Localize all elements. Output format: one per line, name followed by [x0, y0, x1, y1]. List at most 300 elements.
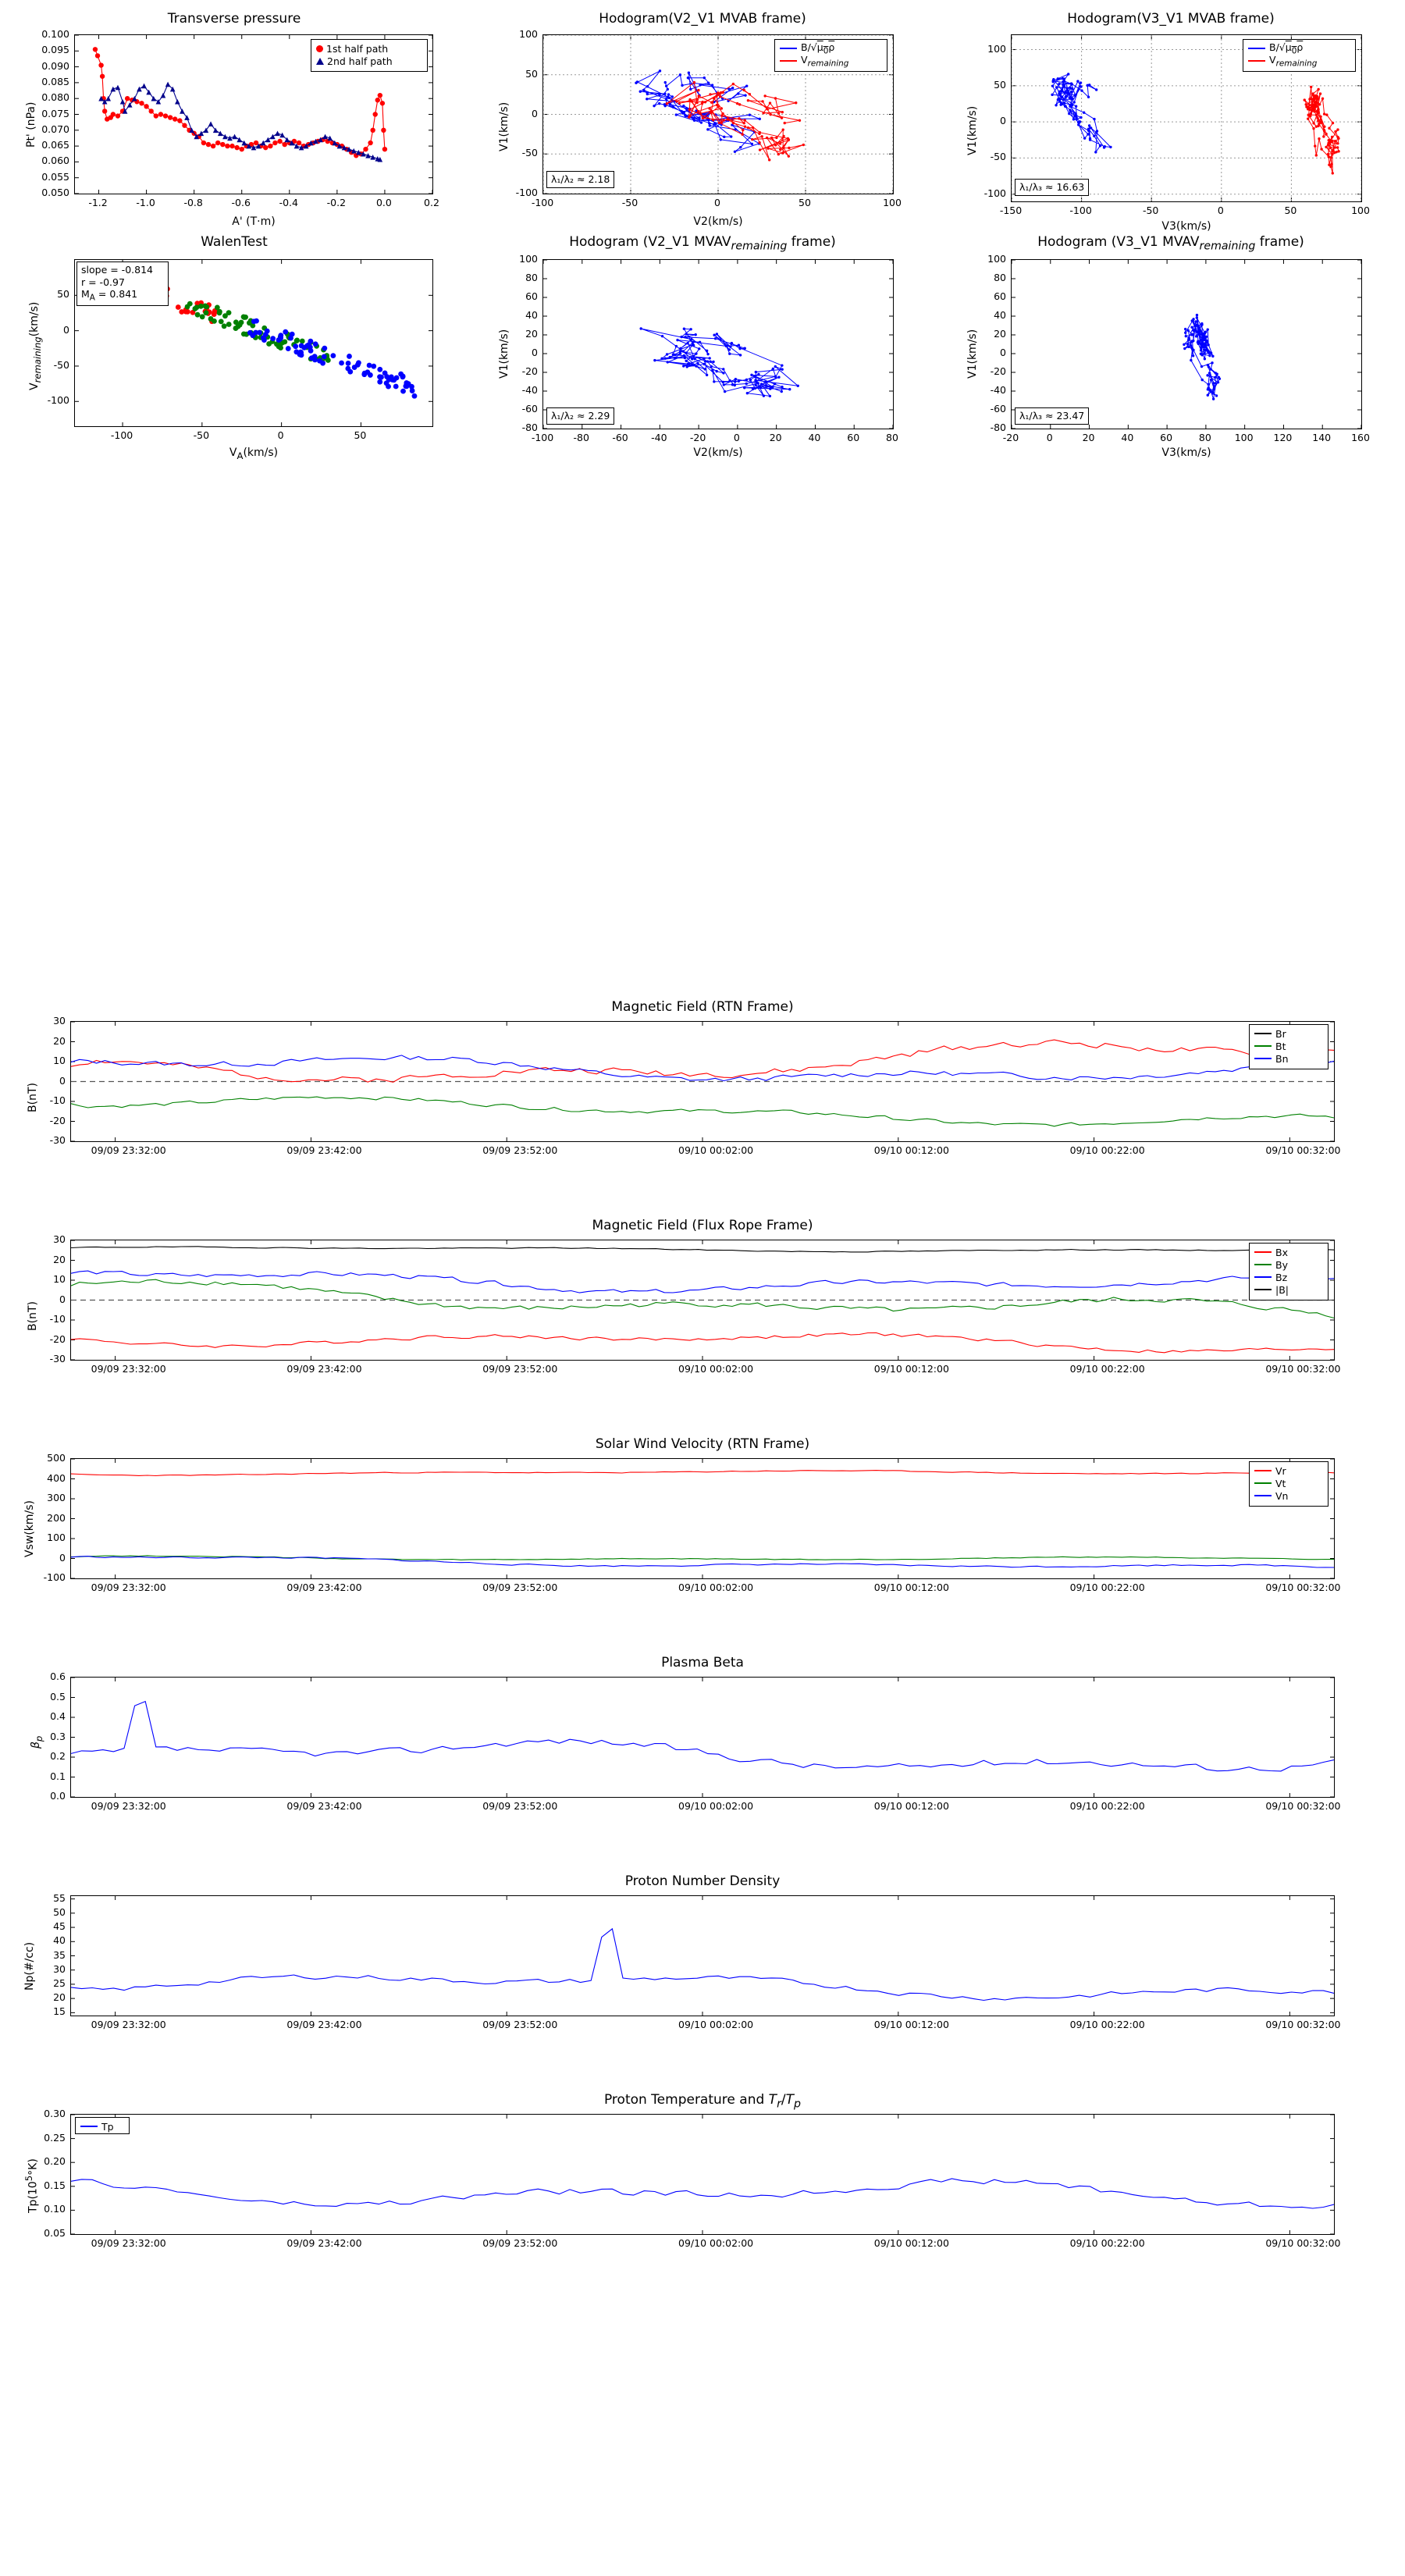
data-point-marker: [367, 363, 372, 368]
triangle-marker-icon: [316, 58, 324, 65]
data-series-line: [71, 1247, 1334, 1252]
data-point-marker: [709, 93, 711, 95]
data-point-marker: [1063, 101, 1065, 104]
y-tick-label: -50: [990, 151, 1006, 163]
panel-solar-wind-velocity: [0, 1436, 1405, 1624]
panel-title: Hodogram (V2_V1 $MVAV_{remaining}$ frame): [569, 234, 836, 253]
x-tick-label: 09/09 23:42:00: [286, 1582, 362, 1593]
line-swatch-icon: [1254, 1289, 1272, 1290]
data-point-marker: [761, 100, 763, 102]
data-point-marker: [1317, 110, 1319, 112]
data-point-marker: [100, 74, 105, 79]
data-point-marker: [716, 333, 718, 335]
data-point-marker: [297, 141, 301, 145]
data-point-marker: [712, 119, 714, 121]
data-point-marker: [669, 103, 671, 105]
x-tick-label: 09/09 23:42:00: [286, 1800, 362, 1812]
data-point-marker: [1207, 388, 1209, 390]
panel-hodogram-v3v1-mvab: [937, 11, 1405, 233]
x-tick-label: 09/10 00:12:00: [873, 1582, 949, 1593]
data-point-marker: [675, 113, 678, 116]
y-tick-label: -50: [53, 358, 69, 371]
data-point-marker: [382, 147, 387, 151]
data-point-marker: [370, 155, 375, 160]
data-point-marker: [672, 105, 674, 108]
data-point-marker: [639, 327, 642, 329]
x-tick-label: 20: [769, 432, 782, 443]
data-point-marker: [667, 361, 669, 363]
data-point-marker: [671, 95, 674, 98]
panel-title: Hodogram(V2_V1 MVAB frame): [599, 11, 806, 27]
data-point-marker: [720, 121, 723, 123]
data-point-marker: [199, 131, 205, 137]
data-point-marker: [695, 101, 698, 104]
x-tick-label: 09/09 23:52:00: [482, 1800, 558, 1812]
data-point-marker: [722, 372, 724, 374]
data-point-marker: [1312, 122, 1314, 124]
data-point-marker: [229, 144, 234, 148]
x-tick-label: 09/09 23:42:00: [286, 2019, 362, 2030]
data-point-marker: [391, 377, 397, 382]
x-tick-label: 0: [714, 197, 720, 208]
data-point-marker: [322, 354, 327, 360]
legend-item: Bx: [1254, 1246, 1323, 1258]
x-tick-label: 40: [1121, 432, 1134, 443]
data-point-marker: [208, 121, 214, 126]
data-point-marker: [690, 338, 692, 340]
data-point-marker: [177, 118, 182, 123]
data-point-marker: [777, 153, 780, 155]
data-point-marker: [1307, 107, 1310, 109]
data-point-marker: [1207, 364, 1209, 366]
y-tick-label: -60: [521, 403, 538, 415]
data-point-marker: [699, 112, 702, 115]
data-point-marker: [1198, 333, 1200, 336]
data-point-marker: [276, 337, 282, 343]
y-tick-label: 0.070: [41, 123, 69, 135]
y-tick-label: 0: [532, 347, 538, 358]
data-point-marker: [241, 315, 247, 320]
data-point-marker: [1187, 346, 1190, 348]
data-point-marker: [1311, 98, 1313, 100]
y-tick-label: 40: [994, 309, 1006, 321]
x-tick-label: 09/10 00:02:00: [678, 1144, 754, 1156]
data-point-marker: [723, 119, 725, 121]
data-point-marker: [175, 99, 180, 105]
data-point-marker: [1185, 335, 1187, 337]
data-point-marker: [687, 76, 689, 79]
y-tick-label: -10: [49, 1313, 66, 1325]
data-point-marker: [759, 118, 761, 120]
data-point-marker: [116, 113, 120, 118]
line-swatch-icon: [1254, 1033, 1272, 1034]
data-point-marker: [1087, 133, 1089, 135]
data-point-marker: [678, 102, 681, 105]
data-point-marker: [680, 336, 682, 338]
data-point-marker: [1187, 339, 1190, 341]
x-tick-label: -0.2: [326, 197, 347, 208]
data-point-marker: [105, 96, 111, 101]
data-point-marker: [692, 343, 694, 346]
data-point-marker: [1216, 372, 1218, 375]
data-point-marker: [149, 109, 154, 113]
y-tick-label: 200: [47, 1511, 66, 1524]
data-point-marker: [706, 353, 709, 355]
data-point-marker: [1190, 347, 1193, 349]
x-tick-label: -0.4: [279, 197, 298, 208]
data-point-marker: [689, 328, 692, 330]
y-tick-label: 0: [1000, 115, 1006, 127]
y-tick-label: 50: [525, 67, 538, 80]
data-point-marker: [1073, 115, 1076, 117]
panel-hodogram-v3v1-mvav: [937, 234, 1405, 468]
data-point-marker: [1206, 374, 1208, 376]
x-tick-label: 09/09 23:32:00: [91, 1144, 166, 1156]
data-point-marker: [755, 371, 757, 373]
data-point-marker: [1058, 92, 1060, 94]
data-point-marker: [1307, 117, 1309, 119]
y-tick-label: -80: [521, 422, 538, 433]
y-tick-label: 30: [53, 1233, 66, 1245]
data-point-marker: [1208, 372, 1211, 374]
data-point-marker: [653, 359, 656, 361]
data-point-marker: [345, 366, 350, 372]
legend-item: $B/√\mu_0\rho$: [780, 42, 882, 55]
data-point-marker: [225, 144, 229, 148]
legend: [1249, 1243, 1329, 1300]
data-point-marker: [1316, 117, 1318, 119]
data-point-marker: [363, 147, 368, 151]
data-point-marker: [1093, 118, 1095, 120]
data-point-marker: [144, 104, 148, 109]
data-point-marker: [1069, 110, 1072, 112]
data-point-marker: [201, 141, 206, 145]
data-point-marker: [769, 387, 771, 390]
data-point-marker: [215, 305, 220, 311]
data-point-marker: [251, 318, 257, 324]
y-tick-label: -10: [49, 1094, 66, 1106]
data-point-marker: [669, 356, 671, 358]
panel-title: Transverse pressure: [167, 11, 301, 27]
data-point-marker: [1200, 354, 1203, 356]
x-tick-label: 20: [1082, 432, 1095, 443]
y-tick-label: 55: [53, 1891, 66, 1904]
data-point-marker: [377, 379, 382, 385]
data-point-marker: [111, 87, 116, 92]
data-point-marker: [715, 370, 717, 372]
data-point-marker: [742, 133, 744, 135]
data-point-marker: [222, 134, 228, 140]
data-point-marker: [309, 355, 315, 361]
panel-title: Proton Number Density: [624, 1873, 781, 1889]
data-point-marker: [1087, 130, 1090, 132]
panel-magnetic-field-flux-rope: [0, 1218, 1405, 1405]
data-point-marker: [1201, 343, 1204, 346]
data-point-marker: [1218, 376, 1220, 379]
legend: [75, 2117, 130, 2134]
data-point-marker: [799, 119, 801, 122]
data-point-marker: [1207, 328, 1209, 330]
x-tick-label: -1.0: [136, 197, 155, 208]
data-point-marker: [759, 131, 761, 133]
data-point-marker: [709, 124, 711, 126]
x-tick-label: 80: [886, 432, 898, 443]
y-tick-label: -20: [49, 1114, 66, 1126]
y-tick-label: 100: [519, 28, 538, 40]
y-tick-label: 0.100: [41, 28, 69, 40]
line-swatch-icon: [1254, 1470, 1272, 1471]
data-point-marker: [769, 395, 771, 397]
data-point-marker: [1325, 113, 1328, 116]
data-point-marker: [788, 155, 790, 157]
data-point-marker: [723, 136, 725, 138]
x-tick-label: -0.6: [231, 197, 251, 208]
data-point-marker: [679, 352, 681, 354]
data-point-marker: [788, 388, 791, 390]
data-point-marker: [393, 384, 399, 390]
y-tick-label: 0: [63, 323, 69, 336]
data-point-marker: [723, 383, 725, 386]
data-point-marker: [1312, 108, 1314, 110]
data-point-marker: [679, 347, 681, 350]
data-point-marker: [782, 128, 784, 130]
data-series-line: [71, 1702, 1334, 1771]
data-point-marker: [400, 389, 406, 394]
data-point-marker: [770, 113, 772, 116]
data-point-marker: [1311, 103, 1314, 105]
data-point-marker: [751, 143, 753, 145]
data-point-marker: [1207, 343, 1209, 346]
data-point-marker: [1323, 126, 1325, 128]
data-point-marker: [192, 306, 197, 311]
data-point-marker: [1067, 73, 1069, 75]
x-tick-label: 09/10 00:32:00: [1265, 1800, 1341, 1812]
data-point-marker: [757, 373, 759, 375]
data-point-marker: [95, 53, 100, 58]
data-point-marker: [1208, 354, 1211, 357]
data-point-marker: [1210, 379, 1212, 381]
legend: [1249, 1461, 1329, 1507]
data-point-marker: [758, 141, 760, 144]
y-axis-label: V1(km/s): [966, 329, 979, 379]
data-point-marker: [1322, 135, 1325, 137]
data-point-marker: [1312, 94, 1314, 97]
data-point-marker: [658, 94, 660, 96]
data-point-marker: [1325, 133, 1327, 135]
data-point-marker: [1094, 151, 1097, 153]
y-tick-label: 0.1: [50, 1770, 66, 1782]
data-point-marker: [300, 339, 305, 344]
data-point-marker: [646, 98, 648, 100]
y-axis-label: Pt' (nPa): [25, 101, 37, 148]
data-point-marker: [739, 354, 742, 356]
data-point-marker: [729, 345, 731, 347]
data-point-marker: [293, 343, 298, 349]
data-point-marker: [1210, 351, 1212, 354]
data-point-marker: [240, 147, 244, 151]
data-point-marker: [742, 89, 745, 91]
data-point-marker: [208, 316, 214, 322]
data-point-marker: [774, 382, 776, 385]
data-point-marker: [664, 81, 667, 84]
data-point-marker: [1212, 392, 1215, 394]
y-tick-label: -30: [49, 1353, 66, 1364]
data-point-marker: [667, 88, 669, 91]
data-point-marker: [1334, 130, 1336, 133]
data-point-marker: [370, 128, 375, 133]
data-point-marker: [233, 326, 239, 331]
x-tick-label: 09/10 00:12:00: [873, 1144, 949, 1156]
data-point-marker: [1196, 314, 1198, 316]
data-point-marker: [1207, 394, 1209, 397]
y-axis-label: V1(km/s): [498, 329, 510, 379]
x-tick-label: 09/10 00:12:00: [873, 2019, 949, 2030]
data-point-marker: [1072, 101, 1075, 103]
data-point-marker: [720, 91, 722, 94]
data-point-marker: [1069, 105, 1072, 107]
data-point-marker: [237, 137, 242, 143]
data-point-marker: [308, 339, 313, 344]
data-point-marker: [767, 147, 769, 149]
data-point-marker: [185, 304, 190, 310]
data-point-marker: [661, 335, 663, 337]
y-tick-label: 40: [53, 1934, 66, 1947]
line-swatch-icon: [1254, 1276, 1272, 1278]
line-swatch-icon: [1254, 1058, 1272, 1059]
data-point-marker: [1061, 96, 1063, 98]
y-tick-label: 30: [53, 1962, 66, 1975]
data-point-marker: [1057, 98, 1059, 101]
data-point-marker: [1310, 112, 1312, 115]
data-point-marker: [710, 365, 713, 368]
data-point-marker: [686, 342, 688, 344]
legend-item: $V_{remaining}$: [780, 55, 882, 67]
x-tick-label: 09/09 23:52:00: [482, 2019, 558, 2030]
data-point-marker: [703, 363, 706, 365]
y-tick-label: 0.055: [41, 170, 69, 183]
data-point-marker: [120, 99, 126, 105]
y-tick-label: 35: [53, 1948, 66, 1961]
y-tick-label: 20: [53, 1253, 66, 1265]
data-point-marker: [765, 380, 767, 382]
data-point-marker: [1205, 336, 1208, 338]
data-point-marker: [724, 390, 726, 393]
data-point-marker: [782, 147, 784, 149]
data-point-marker: [165, 82, 171, 87]
y-tick-label: 0.6: [50, 1670, 66, 1682]
data-point-marker: [158, 112, 163, 116]
data-point-marker: [666, 353, 668, 355]
x-tick-label: 09/10 00:02:00: [678, 2019, 754, 2030]
eigenvalue-ratio-annotation: λ₁/λ₂ ≈ 2.29: [546, 407, 614, 425]
data-point-marker: [168, 115, 173, 119]
data-point-marker: [1203, 352, 1205, 354]
data-point-marker: [693, 358, 695, 360]
data-point-marker: [1080, 116, 1082, 119]
y-tick-label: 25: [53, 1976, 66, 1989]
data-point-marker: [1093, 135, 1095, 137]
plot-area: [542, 259, 894, 429]
y-tick-label: -40: [990, 384, 1006, 396]
data-point-marker: [232, 134, 237, 140]
data-series-line: [71, 1332, 1334, 1352]
data-point-marker: [1190, 326, 1193, 329]
data-point-marker: [1058, 83, 1060, 85]
panel-magnetic-field-rtn: [0, 999, 1405, 1187]
data-point-marker: [1080, 89, 1083, 91]
data-point-marker: [277, 139, 282, 144]
x-tick-label: -60: [612, 432, 628, 443]
panel-title: WalenTest: [201, 234, 268, 250]
data-point-marker: [683, 328, 685, 330]
x-tick-label: 09/10 00:22:00: [1069, 1800, 1145, 1812]
data-point-marker: [1063, 91, 1065, 94]
data-point-marker: [676, 339, 678, 341]
data-point-marker: [98, 62, 103, 67]
panel-hodogram-v2v1-mvab: [468, 11, 937, 229]
data-point-marker: [1320, 122, 1322, 124]
y-tick-label: 40: [525, 309, 538, 321]
data-point-marker: [400, 374, 406, 379]
data-point-marker: [339, 361, 344, 366]
data-point-marker: [646, 93, 649, 95]
data-point-marker: [684, 336, 686, 338]
line-swatch-icon: [1254, 1482, 1272, 1484]
y-tick-label: 20: [994, 328, 1006, 340]
data-point-marker: [722, 368, 724, 370]
x-tick-label: 50: [1284, 205, 1297, 216]
y-tick-label: 15: [53, 2005, 66, 2018]
data-point-marker: [738, 343, 740, 346]
legend-item: $B/√\mu_0\rho$: [1248, 42, 1350, 55]
data-point-marker: [266, 341, 272, 347]
data-point-marker: [1184, 328, 1186, 330]
data-point-marker: [1307, 114, 1310, 116]
data-point-marker: [679, 73, 681, 76]
line-swatch-icon: [1248, 48, 1265, 49]
data-point-marker: [1334, 146, 1336, 148]
data-point-marker: [180, 109, 185, 114]
data-point-marker: [1192, 354, 1194, 357]
data-point-marker: [708, 122, 710, 124]
y-tick-label: 10: [53, 1055, 66, 1066]
data-point-marker: [1068, 112, 1070, 115]
legend-item: Bz: [1254, 1271, 1323, 1283]
x-tick-label: -100: [110, 429, 133, 441]
y-tick-label: 100: [519, 253, 538, 265]
data-point-marker: [139, 101, 144, 105]
data-point-marker: [346, 361, 351, 366]
x-tick-label: 09/10 00:32:00: [1265, 2237, 1341, 2249]
x-tick-label: 120: [1273, 432, 1293, 443]
data-point-marker: [1323, 130, 1325, 132]
y-tick-label: 0.060: [41, 155, 69, 167]
data-point-marker: [1197, 326, 1199, 328]
data-point-marker: [283, 329, 288, 335]
x-axis-label: $V_A(km/s)$: [229, 447, 279, 461]
x-tick-label: 50: [354, 429, 367, 441]
data-point-marker: [745, 84, 748, 87]
data-point-marker: [1332, 149, 1334, 151]
data-point-marker: [1068, 93, 1070, 95]
data-point-marker: [125, 96, 130, 101]
data-point-marker: [699, 341, 701, 343]
data-point-marker: [1313, 110, 1315, 112]
data-point-marker: [1329, 156, 1332, 158]
data-point-marker: [781, 368, 783, 371]
data-point-marker: [1099, 144, 1101, 147]
data-point-marker: [685, 115, 687, 117]
